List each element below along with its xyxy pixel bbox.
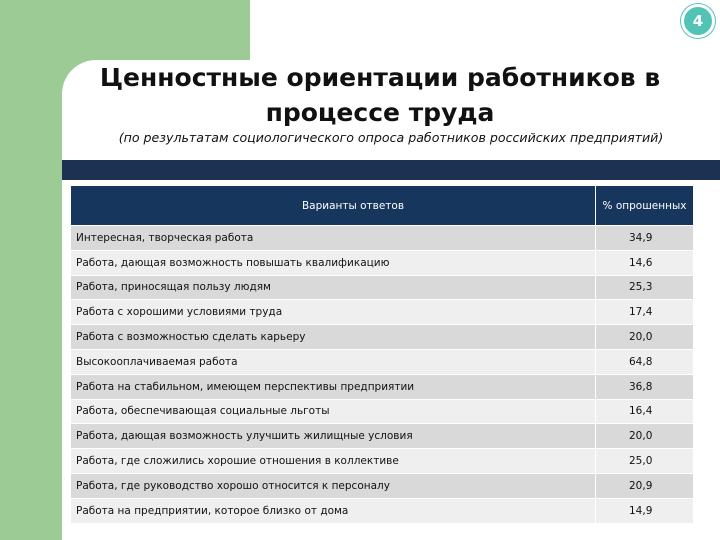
answer-option-cell: Работа, где сложились хорошие отношения в коллективе <box>71 449 596 474</box>
table-row <box>71 349 694 374</box>
survey-table <box>70 185 693 524</box>
table-row <box>71 300 694 325</box>
answer-option-cell: Высокооплачиваемая работа <box>71 349 596 374</box>
percent-cell: 16,4 <box>596 399 694 424</box>
decorative-navy-bar <box>62 160 720 180</box>
percent-cell: 25,0 <box>596 449 694 474</box>
answer-option-cell: Работа, дающая возможность улучшить жилищные условия <box>71 424 596 449</box>
percent-cell: 25,3 <box>596 275 694 300</box>
percent-cell: 20,0 <box>596 424 694 449</box>
answer-option-cell: Работа, приносящая пользу людям <box>71 275 596 300</box>
answer-option-cell: Работа на предприятии, которое близко от дома <box>71 498 596 523</box>
percent-cell: 36,8 <box>596 374 694 399</box>
header-percent-respondents: % опрошенных <box>596 186 694 226</box>
table-header-row <box>71 186 694 226</box>
answer-option-cell: Работа, где руководство хорошо относится к персоналу <box>71 473 596 498</box>
table-row <box>71 473 694 498</box>
percent-cell: 34,9 <box>596 226 694 251</box>
table-row <box>71 399 694 424</box>
header-answer-options: Варианты ответов <box>71 186 596 226</box>
table-row <box>71 498 694 523</box>
table-row <box>71 374 694 399</box>
percent-cell: 20,9 <box>596 473 694 498</box>
page-number-badge: 4 <box>681 4 715 38</box>
answer-option-cell: Работа с хорошими условиями труда <box>71 300 596 325</box>
percent-cell: 20,0 <box>596 325 694 350</box>
percent-cell: 14,9 <box>596 498 694 523</box>
answer-option-cell: Работа на стабильном, имеющем перспективы предприятии <box>71 374 596 399</box>
answer-option-cell: Работа, обеспечивающая социальные льготы <box>71 399 596 424</box>
page-title: Ценностные ориентации работников в процессе труда <box>99 63 661 127</box>
answer-option-cell: Работа с возможностью сделать карьеру <box>71 325 596 350</box>
percent-cell: 17,4 <box>596 300 694 325</box>
table-row <box>71 325 694 350</box>
percent-cell: 64,8 <box>596 349 694 374</box>
page-subtitle: (по результатам социологического опроса работников российских предприятий) <box>118 130 664 145</box>
table-row <box>71 424 694 449</box>
table-row <box>71 226 694 251</box>
answer-option-cell: Работа, дающая возможность повышать квалификацию <box>71 250 596 275</box>
answer-option-cell: Интересная, творческая работа <box>71 226 596 251</box>
table-row <box>71 250 694 275</box>
table-row <box>71 275 694 300</box>
table-row <box>71 449 694 474</box>
percent-cell: 14,6 <box>596 250 694 275</box>
